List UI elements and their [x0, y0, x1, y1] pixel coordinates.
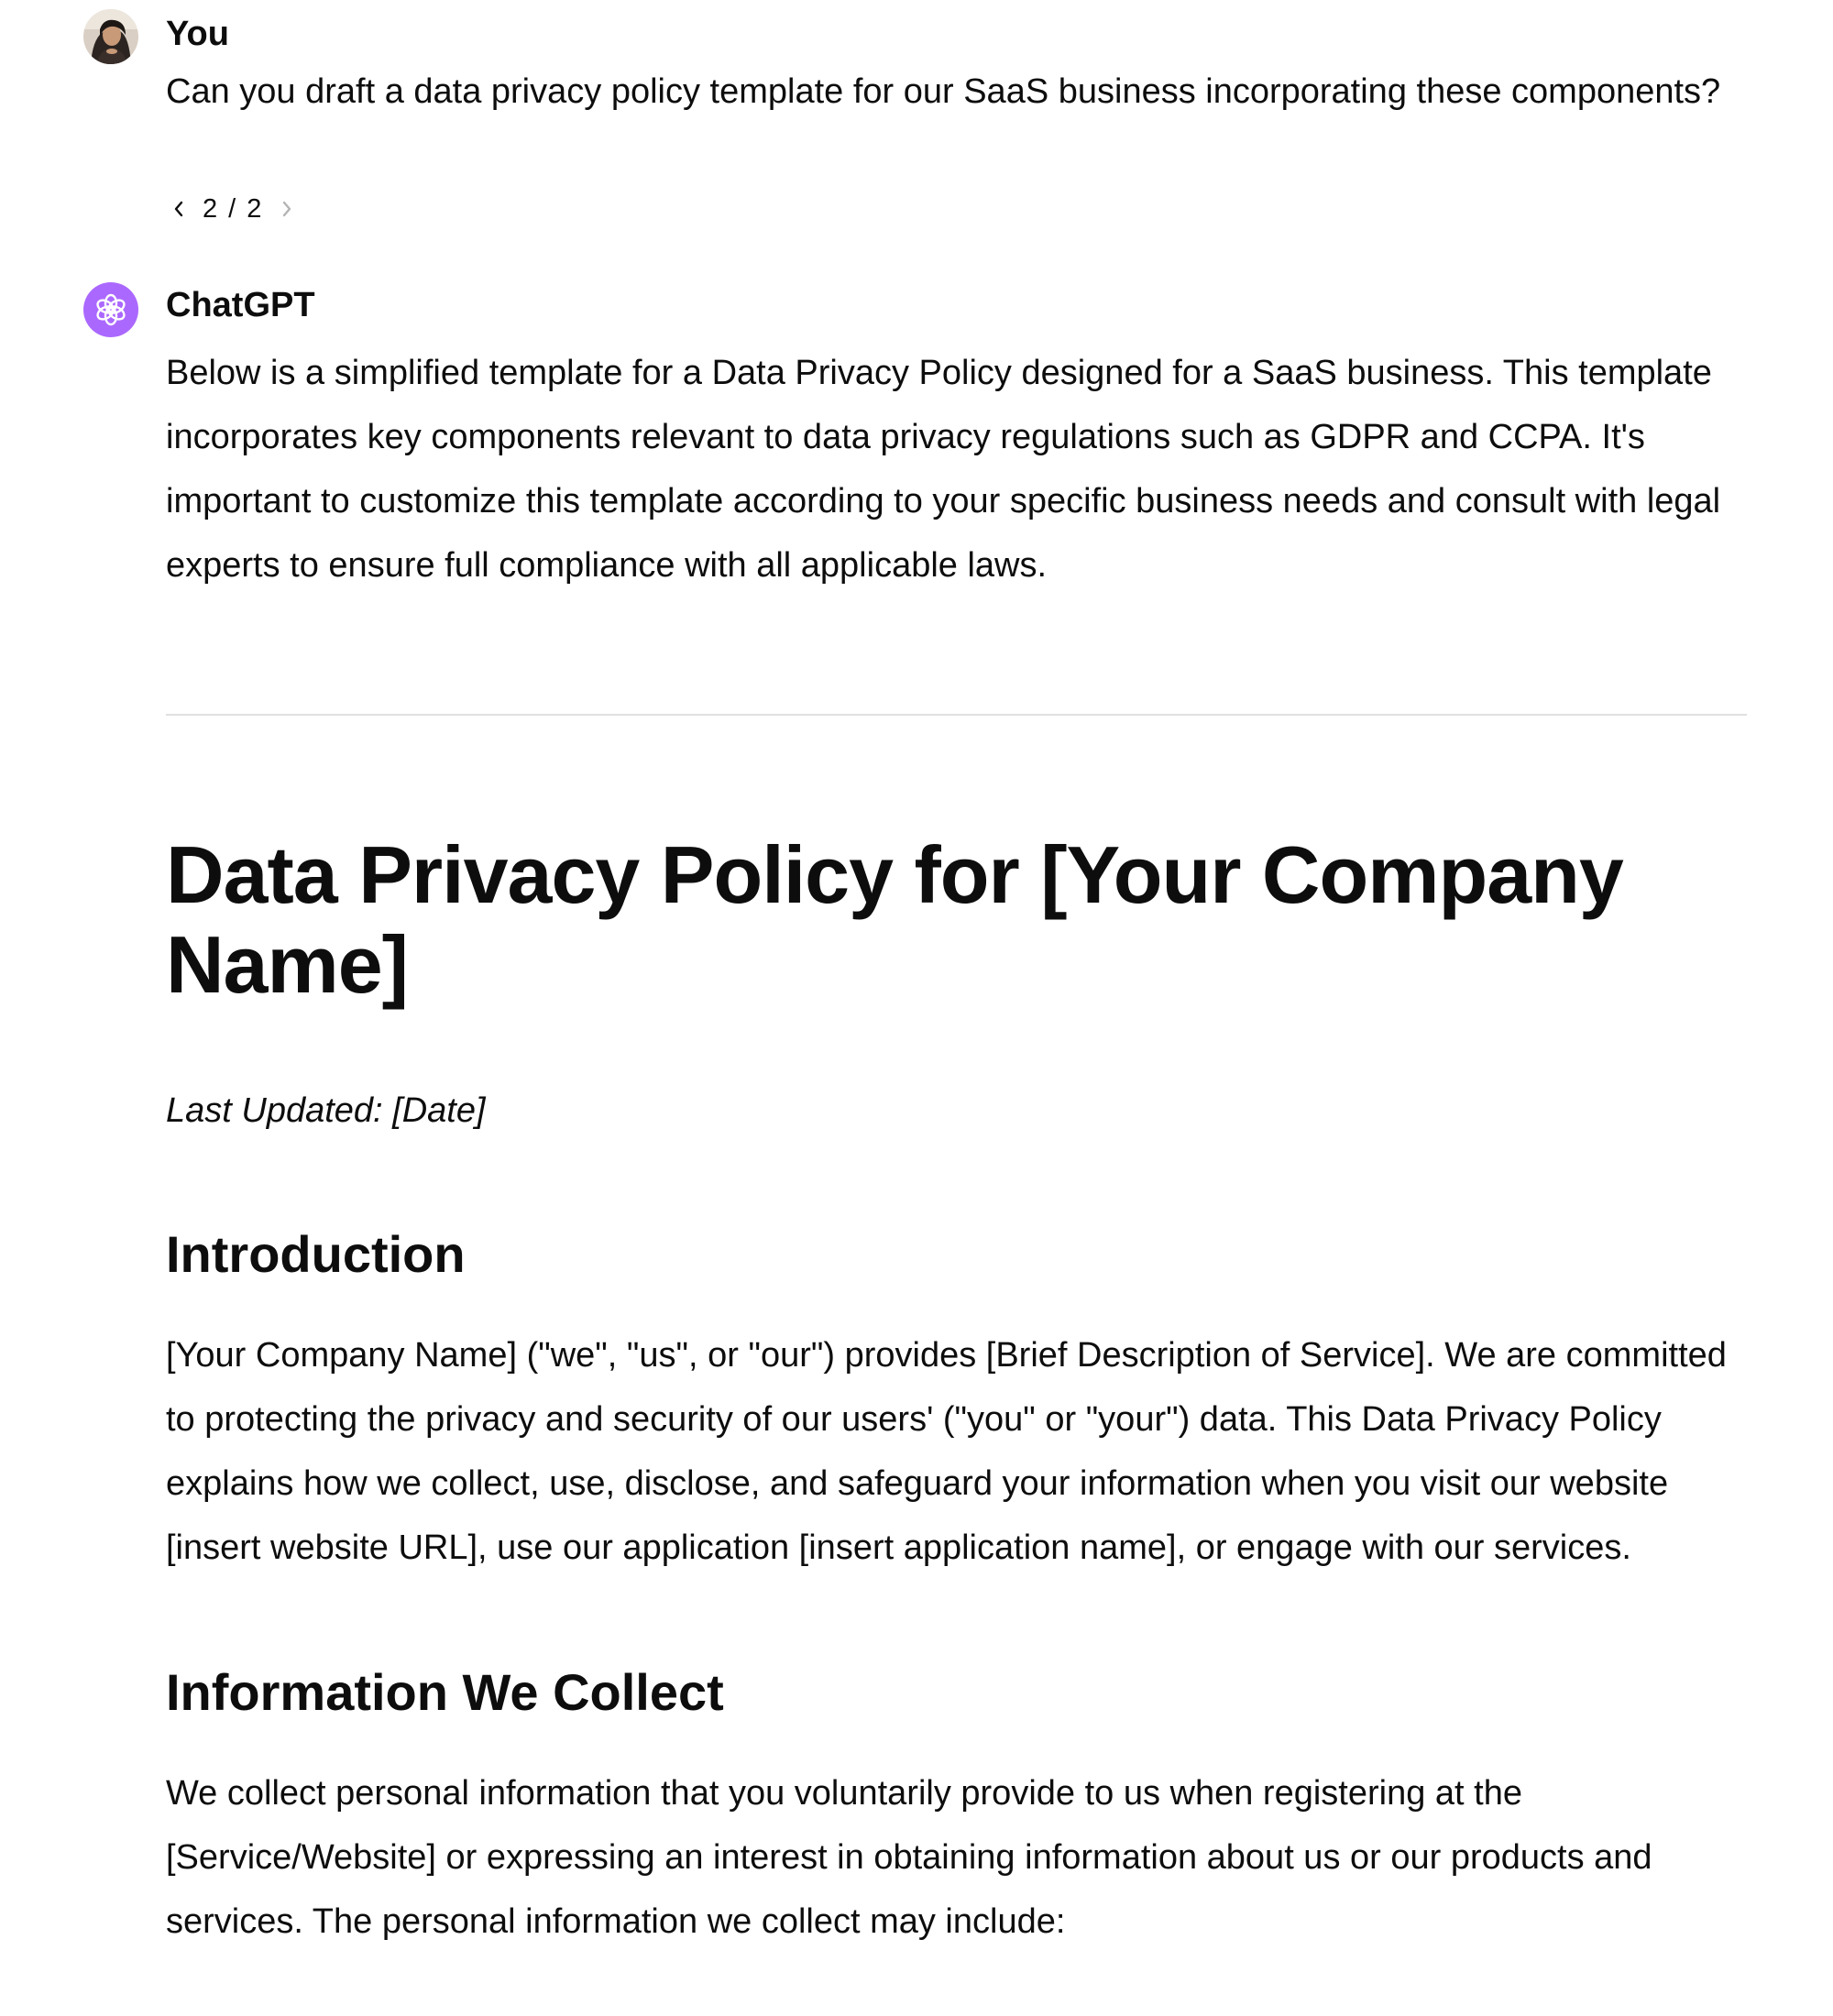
- assistant-message-content: [166, 341, 1747, 1954]
- assistant-intro-paragraph: Below is a simplified template for a Data Privacy Policy designed for a SaaS business. This template incorporates key components relevant to data privacy regulations such as GDPR and CCPA. It's important to customize this template according to your specific business needs and consult with legal experts to ensure full compliance with all applicable laws.: [166, 354, 1721, 585]
- policy-title: Data Privacy Policy for [Your Company Name]: [166, 829, 1623, 1010]
- user-avatar: [83, 9, 138, 64]
- assistant-author-name: ChatGPT: [166, 286, 315, 324]
- section-body-introduction: [Your Company Name] ("we", "us", or "our") provides [Brief Description of Service]. We are committed to protecting the privacy and security of our users' ("you" or "your") data. This Data Privacy Policy explains how we collect, use, disclose, and safeguard your information when you visit our website [insert website URL], use our application [insert application name], or engage with our services.: [166, 1336, 1727, 1567]
- pager-prev-button[interactable]: [166, 191, 192, 227]
- chevron-left-icon: [170, 198, 187, 220]
- section-heading-information-we-collect: Information We Collect: [166, 1663, 724, 1721]
- policy-last-updated: Last Updated: [Date]: [166, 1091, 486, 1130]
- pager-count: 2 / 2: [203, 194, 264, 224]
- section-body-information-we-collect: We collect personal information that you voluntarily provide to us when registering at the [Service/Website] or expressing an interest in obtaining information about us or our products and services. The personal information we collect may include:: [166, 1774, 1652, 1941]
- user-photo-avatar-icon: [83, 9, 138, 64]
- user-message-text: Can you draft a data privacy policy template for our SaaS business incorporating these components?: [166, 72, 1721, 111]
- section-heading-introduction: Introduction: [166, 1225, 466, 1283]
- response-pager: [166, 191, 300, 227]
- openai-logo-icon: [93, 291, 129, 328]
- section-divider: [166, 714, 1747, 716]
- pager-next-button[interactable]: [274, 191, 300, 227]
- assistant-avatar: [83, 282, 138, 337]
- user-author-name: You: [166, 15, 229, 53]
- chevron-right-icon: [279, 198, 295, 220]
